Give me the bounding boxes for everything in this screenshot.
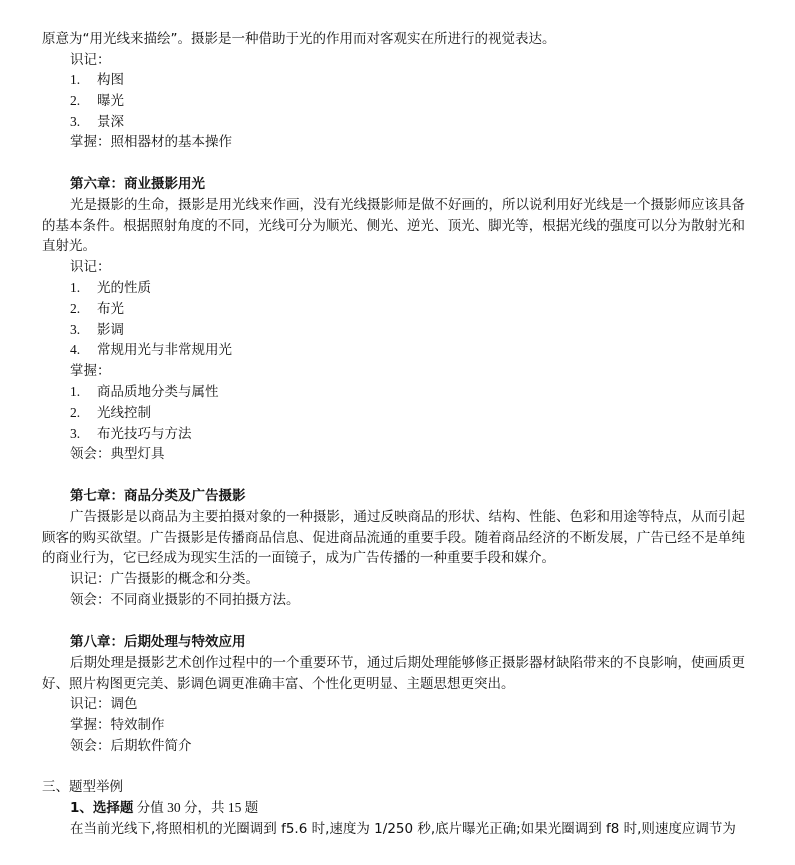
chapter-8-paragraph: 后期处理是摄影艺术创作过程中的一个重要环节，通过后期处理能够修正摄影器材缺陷带来的不良影响，使画质更好、照片构图更完美、影调色调更准确丰富、个性化更明显、主题思想更突出。 (42, 655, 745, 692)
list-text: 布光 (97, 301, 124, 317)
intro-zhangwo: 掌握：照相器材的基本操作 (70, 134, 232, 150)
chapter-8-jiyi: 识记：调色 (70, 696, 138, 712)
intro-line: 原意为“用光线来描绘”。摄影是一种借助于光的作用而对客观实在所进行的视觉表达。 (42, 31, 556, 47)
chapter-6-jiyi-label: 识记： (70, 259, 111, 275)
chapter-8-linghui: 领会：后期软件简介 (70, 738, 192, 754)
list-text: 构图 (97, 72, 124, 88)
list-item (70, 278, 151, 298)
list-text: 常规用光与非常规用光 (97, 342, 232, 358)
list-text: 光线控制 (97, 405, 151, 421)
list-number: 2. (70, 301, 81, 316)
list-item (70, 320, 124, 340)
intro-jiyi-label: 识记： (70, 52, 111, 68)
list-text: 影调 (97, 322, 124, 338)
list-item (70, 403, 151, 423)
list-item (70, 382, 219, 402)
chapter-7-title: 第七章：商品分类及广告摄影 (70, 488, 246, 504)
chapter-6-title: 第六章：商业摄影用光 (70, 176, 205, 192)
list-text: 商品质地分类与属性 (97, 384, 219, 400)
chapter-7-paragraph: 广告摄影是以商品为主要拍摄对象的一种摄影，通过反映商品的形状、结构、性能、色彩和用途等特点，从而引起顾客的购买欲望。广告摄影是传播商品信息、促进商品流通的重要手段。随着商品经济的不断发展，广告已经不是单纯的商业行为，它已经成为现实生活的一面镜子，成为广告传播的一种重要手段和媒介。 (42, 509, 745, 566)
question-text: 在当前光线下,将照相机的光圈调到 f5.6 时,速度为 1/250 秒,底片曝光正确;如果光圈调到 f8 时,则速度应调节为 (70, 821, 736, 837)
chapter-8-title: 第八章：后期处理与特效应用 (70, 634, 246, 650)
question-type-heading (70, 798, 258, 818)
list-item (70, 70, 124, 90)
list-item (70, 112, 124, 132)
question-type-title: 1、选择题 (70, 800, 134, 816)
list-number: 2. (70, 93, 81, 108)
list-number: 1. (70, 384, 81, 399)
list-number: 2. (70, 405, 81, 420)
section-3-title: 三、题型举例 (42, 779, 123, 795)
list-number: 3. (70, 322, 81, 337)
chapter-8-zhangwo: 掌握：特效制作 (70, 717, 165, 733)
list-number: 3. (70, 426, 81, 441)
question-type-info: 分值 30 分，共 15 题 (133, 800, 259, 815)
chapter-6-linghui: 领会：典型灯具 (70, 446, 165, 462)
list-text: 光的性质 (97, 280, 151, 296)
list-text: 布光技巧与方法 (97, 426, 192, 442)
chapter-6-paragraph: 光是摄影的生命，摄影是用光线来作画，没有光线摄影师是做不好画的，所以说利用好光线是一个摄影师应该具备的基本条件。根据照射角度的不同，光线可分为顺光、侧光、逆光、顶光、脚光等，根据光线的强度可以分为散射光和直射光。 (42, 197, 745, 254)
list-number: 3. (70, 114, 81, 129)
list-number: 1. (70, 280, 81, 295)
list-number: 1. (70, 72, 81, 87)
list-item (70, 91, 124, 111)
chapter-6-zhangwo-label: 掌握： (70, 363, 111, 379)
chapter-7-linghui: 领会：不同商业摄影的不同拍摄方法。 (70, 592, 300, 608)
chapter-7-jiyi: 识记：广告摄影的概念和分类。 (70, 571, 259, 587)
list-item (70, 424, 192, 444)
list-item (70, 299, 124, 319)
list-text: 曝光 (97, 93, 124, 109)
list-text: 景深 (97, 114, 124, 130)
list-item (70, 340, 232, 360)
list-number: 4. (70, 342, 81, 357)
